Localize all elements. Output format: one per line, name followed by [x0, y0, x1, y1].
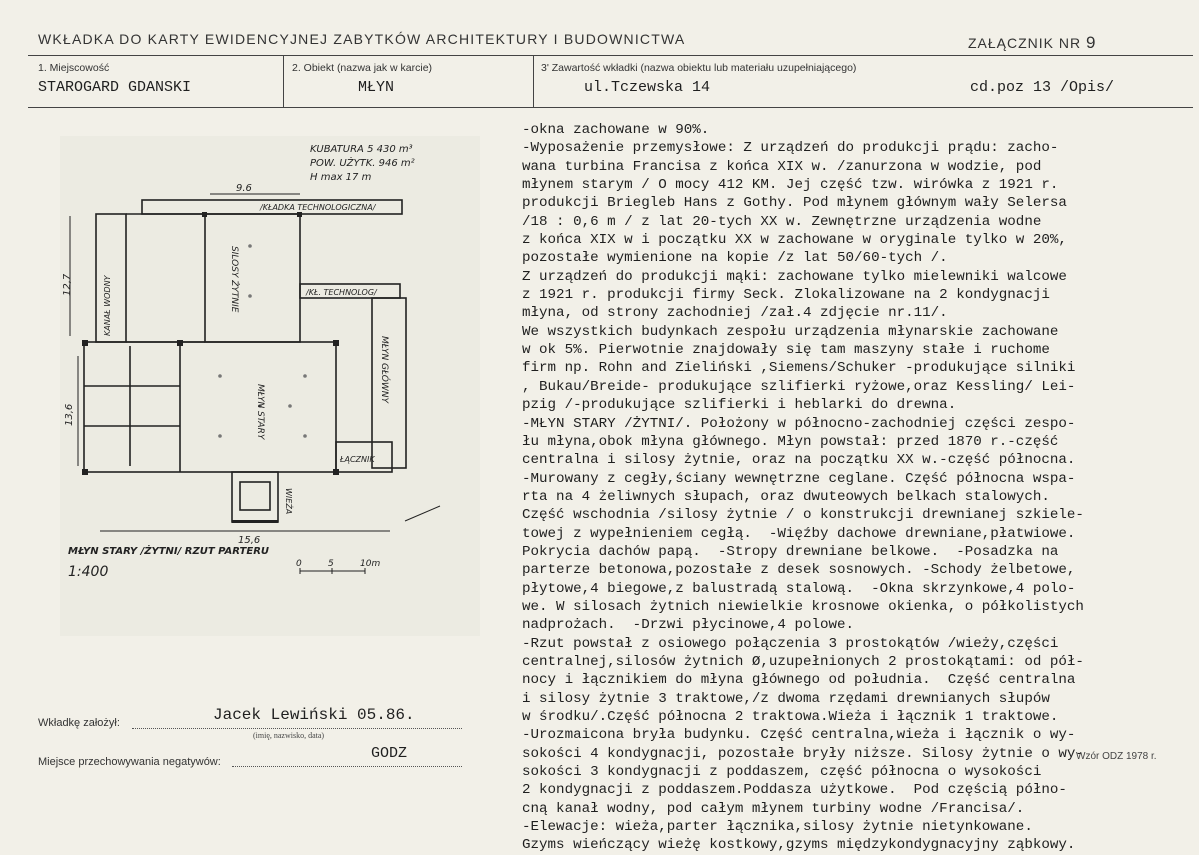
position-value: cd.poz 13 /Opis/	[970, 79, 1115, 96]
storage-underline	[232, 766, 462, 767]
description-line: -Elewacje: wieża,parter łącznika,silosy żytnie nietynkowane.	[522, 819, 1033, 836]
annex-number: 9	[1086, 33, 1097, 52]
plan-dim-left2: 13,6	[64, 403, 75, 426]
plan-scale-5: 5	[328, 559, 334, 569]
object-value: MŁYN	[358, 79, 395, 96]
field-divider-1	[283, 55, 284, 107]
description-line: łu młyna,obok młyna głównego. Młyn powstał: przed 1870 r.-część	[522, 433, 1059, 450]
description-line: sokości 4 kondygnacji, pozostałe bryły niższe. Silosy żytnie o wy-	[522, 745, 1084, 762]
description-line: -okna zachowane w 90%.	[522, 122, 710, 138]
plan-scale-10: 10m	[360, 559, 381, 569]
plan-kubatura: KUBATURA 5 430 m³	[310, 144, 413, 155]
description-line: Część wschodnia /silosy żytnie / o konstrukcji drewnianej szkiele-	[522, 507, 1084, 524]
plan-lacznik: ŁĄCZNIK	[340, 455, 375, 464]
author-value: Jacek Lewiński 05.86.	[213, 706, 415, 724]
description-line: pzig /-produkujące szlifierki i heblarki do drewna.	[522, 397, 957, 414]
description-line: /18 : 0,6 m / z lat 20-tych XX w. Zewnętrzne urządzenia wodne	[522, 213, 1042, 230]
description-line: nocy i łącznikiem do młyna głównego od południa. Część centralna	[522, 672, 1076, 689]
author-underline	[132, 728, 462, 729]
plan-wieza: WIEŻA	[284, 488, 293, 515]
description-line: , Bukau/Breide- produkujące szlifierki ryżowe,oraz Kessling/ Lei-	[522, 378, 1076, 395]
plan-caption: MŁYN STARY /ŻYTNI/ RZUT PARTERU	[68, 546, 270, 557]
description-line: z końca XIX w i początku XX w zachowane w oryginale tylko w 20%,	[522, 232, 1067, 249]
description-line: w środku/.Część północna 2 traktowa.Wieża i łącznik 1 traktowe.	[522, 709, 1059, 725]
locality-label: 1. Miejscowość	[38, 62, 110, 74]
description-line: wana turbina Francisa z końca XIX w. /zanurzona w wodzie, pod	[522, 158, 1042, 175]
description-line: sokości 3 kondygnacji z poddaszem, część północna o wysokości	[522, 764, 1042, 781]
description-line: Z urządzeń do produkcji mąki: zachowane tylko mielewniki walcowe	[522, 268, 1067, 285]
description-line: cną kanał wodny, pod całym młynem turbiny wodne /Francisa/.	[522, 800, 1025, 817]
plan-scale-0: 0	[296, 559, 302, 569]
object-label: 2. Obiekt (nazwa jak w karcie)	[292, 62, 433, 74]
locality-value: STAROGARD GDANSKI	[38, 79, 192, 96]
description-line: nadprożach. -Drzwi płycinowe,4 polowe.	[522, 617, 855, 634]
plan-kanal: KANAŁ WODNY	[103, 275, 112, 336]
description-line: młynem starym / O mocy 412 KM. Jej część tzw. wirówka z 1921 r.	[522, 177, 1059, 194]
description-line: towej z wypełnieniem cegłą. -Więźby dachowe drewniane,płatwiowe.	[522, 525, 1076, 542]
author-sub: (imię, nazwisko, data)	[253, 731, 325, 740]
plan-scale: 1:400	[68, 564, 109, 580]
description-line: i silosy żytnie 3 traktowe,/z dwoma rzędami drewnianych słupów	[522, 690, 1050, 707]
description-line: centralna i silosy żytnie, oraz na początku XX w.-część północna.	[522, 452, 1076, 469]
header-rule	[28, 55, 1193, 56]
description-line: -Rzut powstał z osiowego połączenia 3 prostokątów /wieży,części	[522, 635, 1059, 652]
description-line: parterze betonowa,pozostałe z desek sosnowych. -Schody żelbetowe,	[522, 562, 1076, 579]
plan-mlyn-glowny: MŁYN GŁÓWNY	[379, 336, 389, 404]
floor-plan-photo	[60, 136, 480, 636]
storage-value: GODZ	[371, 745, 408, 762]
description-line: pozostałe wymienione na kopie /z lat 50/60-tych /.	[522, 250, 948, 267]
description-line: -Urozmaicona bryła budynku. Część centralna,wieża i łącznik o wy-	[522, 727, 1076, 744]
description-line: We wszystkich budynkach zespołu urządzenia młynarskie zachowane	[522, 323, 1059, 340]
description-line: produkcji Briegleb Hans z Gothy. Pod młynem głównym wały Selersa	[522, 195, 1067, 212]
plan-silosy: SILOSY ŻYTNIE	[229, 246, 239, 313]
card-title: WKŁADKA DO KARTY EWIDENCYJNEJ ZABYTKÓW ARCHITEKTURY I BUDOWNICTWA	[38, 31, 686, 47]
description-line: w ok 5%. Pierwotnie znajdowały się tam maszyny stałe i ruchome	[522, 342, 1050, 359]
plan-pow: POW. UŻYTK. 946 m²	[310, 158, 415, 169]
annex-label-text: ZAŁĄCZNIK NR	[968, 35, 1082, 51]
description-line: rta na 4 żeliwnych słupach, oraz dwuteowych belkach stalowych.	[522, 488, 1050, 505]
description-text	[522, 121, 1190, 855]
plan-kladka: /KŁADKA TECHNOLOGICZNA/	[260, 203, 376, 212]
fields-rule	[28, 107, 1193, 108]
description-line: młyna, od strony zachodniej /zał.4 zdjęcie nr.11/.	[522, 305, 948, 322]
plan-dim-left: 12,7	[62, 273, 73, 296]
plan-mlyn-stary: MŁYN STARY	[255, 384, 265, 440]
storage-label: Miejsce przechowywania negatywów:	[38, 756, 221, 768]
description-line: -Wyposażenie przemysłowe: Z urządzeń do produkcji prądu: zacho-	[522, 140, 1059, 157]
description-line: -Murowany z cegły,ściany wewnętrzne ceglane. Część północna wspa-	[522, 470, 1076, 487]
plan-hmax: H max 17 m	[310, 172, 372, 183]
floor-plan-drawing	[60, 136, 480, 636]
description-line: z 1921 r. produkcji firmy Seck. Zlokalizowane na 2 kondygnacji	[522, 287, 1050, 304]
description-line: -MŁYN STARY /ŻYTNI/. Położony w północno-zachodniej części zespo-	[522, 415, 1076, 432]
plan-dim-top: 9.6	[236, 183, 252, 194]
description-line: Gzyms wieńczący wieżę kostkowy,gzyms międzykondygnacyjny ząbkowy.	[522, 837, 1076, 854]
plan-kl-techno: /KŁ. TECHNOLOG/	[306, 288, 377, 297]
annex-label	[968, 33, 1096, 53]
field-divider-2	[533, 55, 534, 107]
description-line: 2 kondygnacji z poddaszem.Poddasza użytkowe. Pod częścią półno-	[522, 782, 1067, 799]
template-note: Wzór ODZ 1978 r.	[1076, 751, 1157, 762]
plan-dim-bottom: 15,6	[238, 535, 261, 546]
author-label: Wkładkę założył:	[38, 717, 120, 729]
description-line: firm np. Rohn and Zieliński ,Siemens/Schuker -produkujące silniki	[522, 360, 1076, 377]
content-value: ul.Tczewska 14	[584, 79, 711, 96]
description-line: płytowe,4 biegowe,z balustradą stalową. -Okna skrzynkowe,4 polo-	[522, 580, 1076, 597]
description-line: Pokrycia dachów papą. -Stropy drewniane belkowe. -Posadzka na	[522, 543, 1059, 560]
description-line: centralnej,silosów żytnich Ø,uzupełnionych 2 prostokątami: od pół-	[522, 653, 1084, 670]
description-line: we. W silosach żytnich niewielkie krosnowe okienka, o półkolistych	[522, 598, 1084, 615]
content-label: 3' Zawartość wkładki (nazwa obiektu lub materiału uzupełniającego)	[541, 62, 857, 74]
